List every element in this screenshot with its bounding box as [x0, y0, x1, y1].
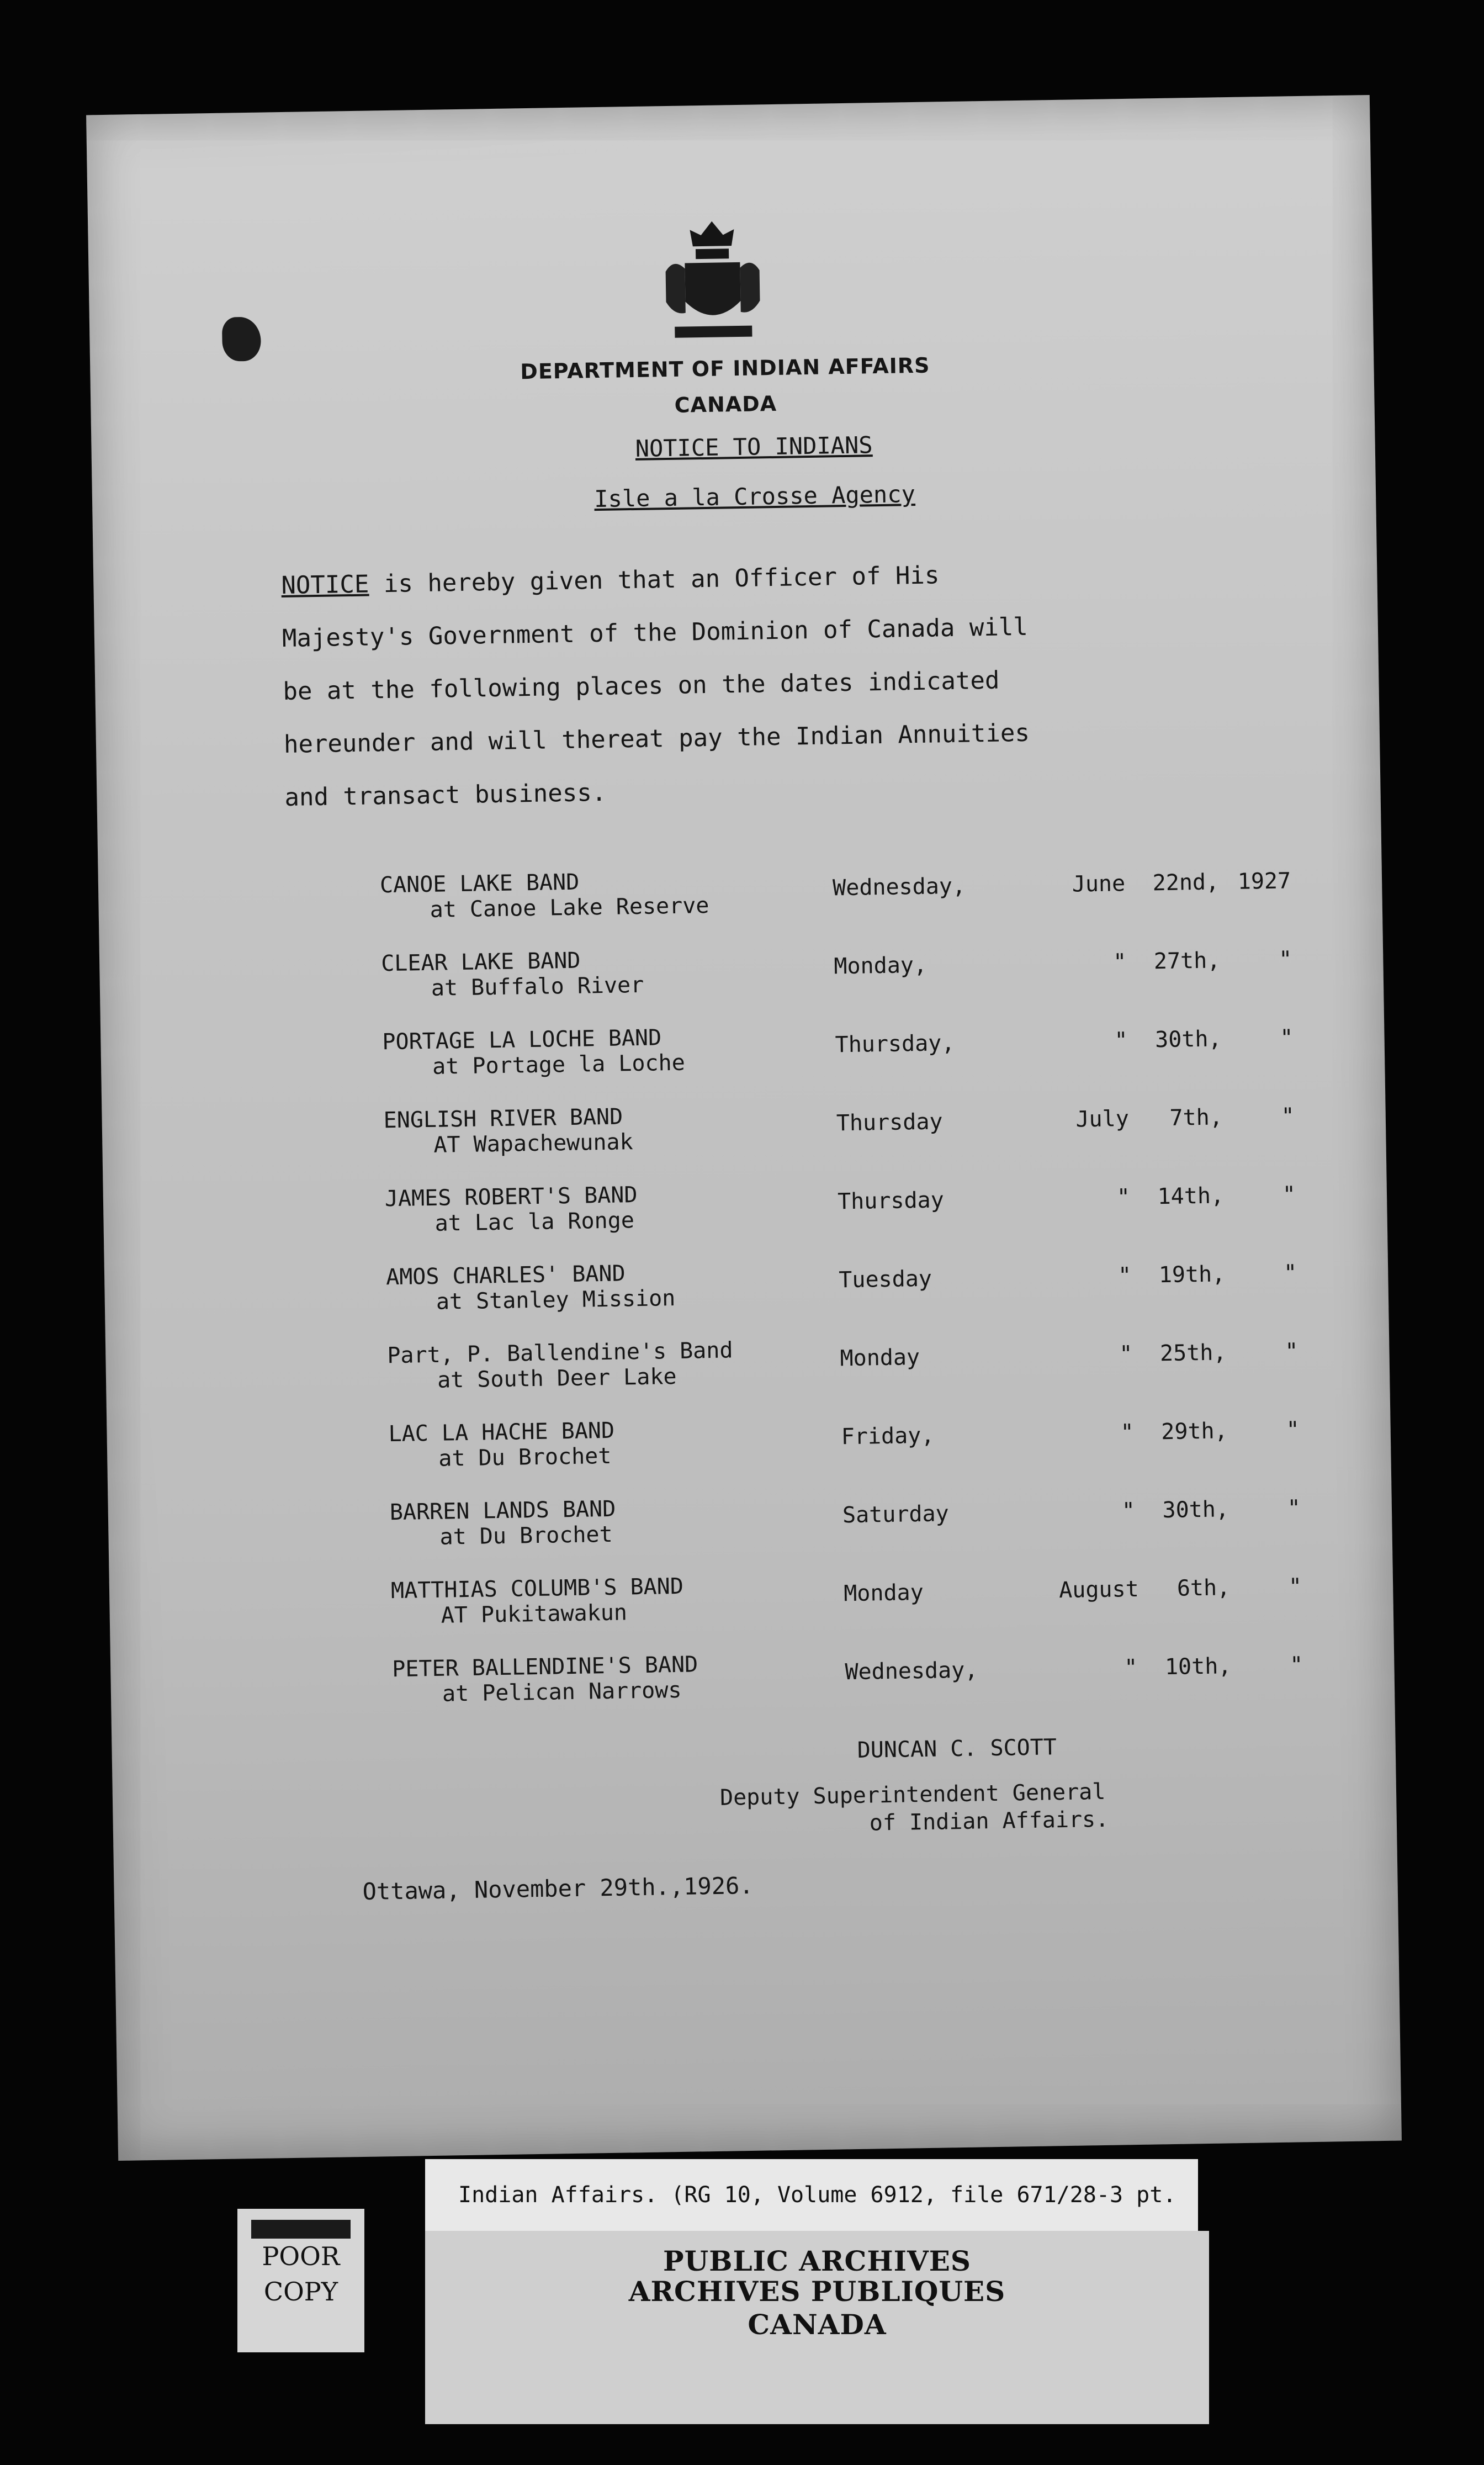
band-location: AT Pukitawakun	[441, 1600, 628, 1628]
day-cell: Wednesday,	[832, 873, 966, 901]
schedule-row	[103, 1171, 1387, 1252]
day-cell: Monday	[843, 1579, 924, 1607]
band-cell	[387, 1337, 734, 1394]
year-cell: "	[1283, 1260, 1297, 1286]
day-cell: Friday,	[841, 1422, 935, 1450]
band-cell	[391, 1574, 684, 1629]
band-location: at Canoe Lake Reserve	[430, 892, 709, 923]
date-cell: 14th,	[1157, 1183, 1225, 1210]
schedule-row	[110, 1641, 1395, 1722]
year-cell: "	[1287, 1495, 1301, 1521]
signer-title	[720, 1778, 1109, 1839]
month-cell: "	[1121, 1498, 1136, 1524]
day-cell: Tuesday	[838, 1266, 932, 1293]
band-cell	[388, 1418, 615, 1472]
day-cell: Thursday,	[835, 1030, 955, 1058]
band-name: CLEAR LAKE BAND	[380, 948, 581, 977]
band-name: MATTHIAS COLUMB'S BAND	[390, 1573, 684, 1604]
band-cell	[382, 1025, 685, 1081]
day-cell: Monday	[840, 1345, 920, 1372]
band-name: PETER BALLENDINE'S BAND	[391, 1652, 698, 1683]
band-location: at Pelican Narrows	[442, 1677, 682, 1707]
date-cell: 29th,	[1160, 1418, 1228, 1445]
year-cell: "	[1286, 1417, 1300, 1443]
notice-title: NOTICE TO INDIANS	[635, 431, 873, 462]
band-name: ENGLISH RIVER BAND	[383, 1104, 623, 1134]
handwritten-note	[237, 2209, 364, 2352]
country-heading: CANADA	[674, 391, 777, 417]
band-location: at Du Brochet	[439, 1521, 613, 1550]
schedule-row	[104, 1249, 1388, 1330]
band-cell	[380, 867, 709, 923]
notice-text: is hereby given that an Officer of His Majesty's Government of the Dominion of Canada will be at the following places on the dates indicated hereunder and will thereat pay the Indian Annuities and transact business.	[282, 561, 1030, 812]
schedule-row	[107, 1406, 1391, 1487]
band-location: at Buffalo River	[431, 972, 644, 1001]
date-cell: 27th,	[1153, 948, 1221, 975]
band-cell	[385, 1182, 638, 1237]
band-name: AMOS CHARLES' BAND	[385, 1261, 626, 1290]
month-cell: "	[1123, 1654, 1138, 1681]
signer-name: DUNCAN C. SCOTT	[857, 1734, 1057, 1763]
schedule-row	[109, 1563, 1393, 1644]
signer-title-line1: Deputy Superintendent General	[719, 1779, 1106, 1811]
band-location: at Lac la Ronge	[434, 1208, 635, 1236]
month-cell: "	[1116, 1184, 1131, 1210]
year-cell: "	[1281, 1103, 1295, 1129]
day-cell: Thursday	[836, 1109, 943, 1136]
band-location: AT Wapachewunak	[433, 1129, 633, 1158]
coat-of-arms-icon	[662, 218, 764, 343]
band-location: at Stanley Mission	[436, 1285, 676, 1315]
band-cell	[381, 947, 644, 1002]
stamp-line3: CANADA	[748, 2308, 887, 2341]
notice-document	[86, 95, 1402, 2161]
notice-word: NOTICE	[281, 570, 369, 600]
day-cell: Monday,	[834, 952, 928, 980]
schedule-row	[99, 935, 1384, 1017]
band-cell	[386, 1260, 676, 1315]
punch-hole	[222, 317, 261, 362]
date-cell: 6th,	[1176, 1575, 1231, 1601]
date-cell: 10th,	[1164, 1653, 1232, 1680]
month-cell: "	[1117, 1263, 1132, 1289]
date-cell: 25th,	[1159, 1340, 1227, 1367]
band-name: PORTAGE LA LOCHE BAND	[382, 1025, 662, 1055]
signer-title-line2: of Indian Affairs.	[869, 1806, 1109, 1836]
dateline: Ottawa, November 29th.,1926.	[362, 1871, 754, 1906]
date-cell: 7th,	[1169, 1104, 1223, 1131]
band-cell	[392, 1652, 698, 1707]
month-cell: June	[1072, 871, 1126, 897]
schedule-row	[98, 857, 1382, 938]
date-cell: 30th,	[1154, 1026, 1222, 1053]
archive-citation: Indian Affairs. (RG 10, Volume 6912, file 671/28-3 pt.	[425, 2159, 1198, 2231]
year-cell: "	[1285, 1339, 1298, 1364]
band-location: at Portage la Loche	[432, 1050, 686, 1080]
band-name: JAMES ROBERT'S BAND	[384, 1182, 638, 1212]
year-cell: "	[1280, 1025, 1294, 1051]
month-cell: "	[1120, 1419, 1135, 1446]
date-cell: 19th,	[1158, 1261, 1226, 1288]
day-cell: Saturday	[842, 1501, 950, 1528]
band-name: Part, P. Ballendine's Band	[387, 1337, 733, 1369]
agency-title: Isle a la Crosse Agency	[593, 480, 916, 513]
month-cell: "	[1112, 949, 1127, 975]
year-cell: "	[1288, 1574, 1302, 1600]
band-name: BARREN LANDS BAND	[389, 1496, 616, 1526]
month-cell: "	[1114, 1028, 1128, 1054]
year-cell: "	[1282, 1182, 1296, 1208]
year-cell: 1927	[1237, 868, 1291, 895]
notice-paragraph	[281, 546, 1146, 824]
archives-stamp	[425, 2231, 1209, 2424]
schedule-row	[105, 1327, 1390, 1409]
band-location: at Du Brochet	[438, 1443, 612, 1472]
band-name: LAC LA HACHE BAND	[388, 1417, 615, 1447]
month-cell: "	[1119, 1341, 1133, 1367]
stamp-line1: PUBLIC ARCHIVES	[663, 2245, 971, 2277]
day-cell: Wednesday,	[845, 1657, 978, 1685]
schedule-row	[100, 1014, 1385, 1095]
note-line2: COPY	[263, 2277, 338, 2307]
month-cell: July	[1075, 1106, 1130, 1133]
schedule-row	[102, 1092, 1386, 1173]
band-name: CANOE LAKE BAND	[379, 869, 580, 898]
day-cell: Thursday	[837, 1187, 945, 1215]
date-cell: 30th,	[1162, 1496, 1229, 1524]
month-cell: August	[1058, 1576, 1140, 1604]
scribble-mark	[251, 2220, 351, 2239]
note-line1: POOR	[262, 2241, 340, 2271]
schedule-row	[108, 1484, 1392, 1565]
date-cell: 22nd,	[1152, 869, 1220, 896]
band-cell	[383, 1104, 633, 1159]
stamp-line2: ARCHIVES PUBLIQUES	[628, 2275, 1006, 2308]
band-location: at South Deer Lake	[437, 1363, 677, 1393]
band-cell	[390, 1496, 617, 1551]
year-cell: "	[1278, 946, 1292, 972]
department-heading: DEPARTMENT OF INDIAN AFFAIRS	[520, 353, 930, 384]
year-cell: "	[1289, 1652, 1303, 1678]
